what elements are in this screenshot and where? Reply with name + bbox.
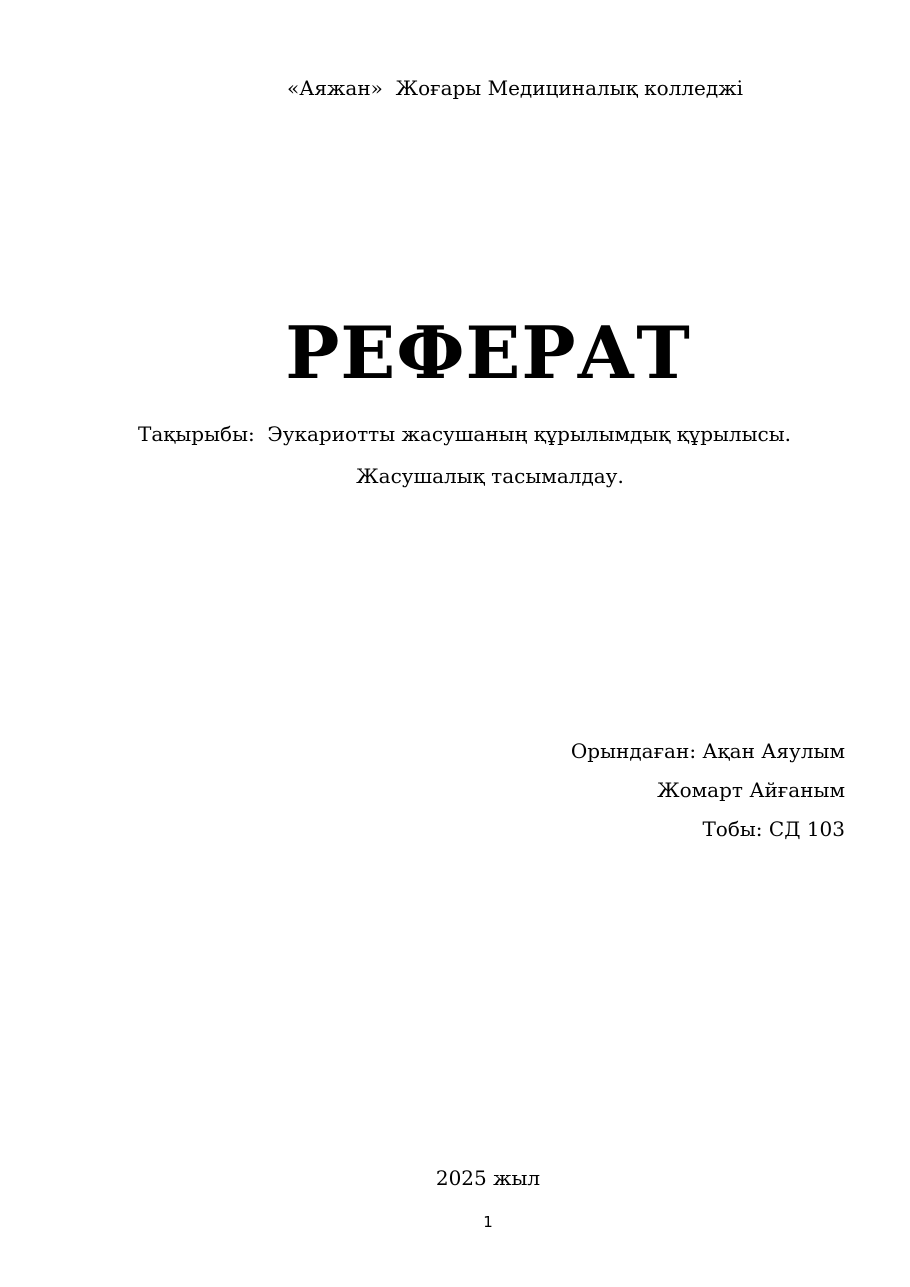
author-block: [571, 732, 845, 849]
year-text: 2025 жыл: [435, 1166, 541, 1190]
author-line-1: Орындаған: Ақан Аяулым: [570, 739, 845, 763]
page-number: 1: [483, 1213, 493, 1231]
group-line: Тобы: СД 103: [702, 817, 845, 841]
topic-line-2: Жасушалық тасымалдау.: [356, 464, 624, 488]
author-line-2: Жомарт Айғаным: [657, 778, 845, 802]
institution-name: «Аяжан» Жоғары Медициналық колледжі: [287, 76, 743, 100]
document-title: РЕФЕРАТ: [285, 310, 691, 395]
topic-line-1: Тақырыбы: Эукариотты жасушаның құрылымдық құрылысы.: [138, 422, 792, 446]
